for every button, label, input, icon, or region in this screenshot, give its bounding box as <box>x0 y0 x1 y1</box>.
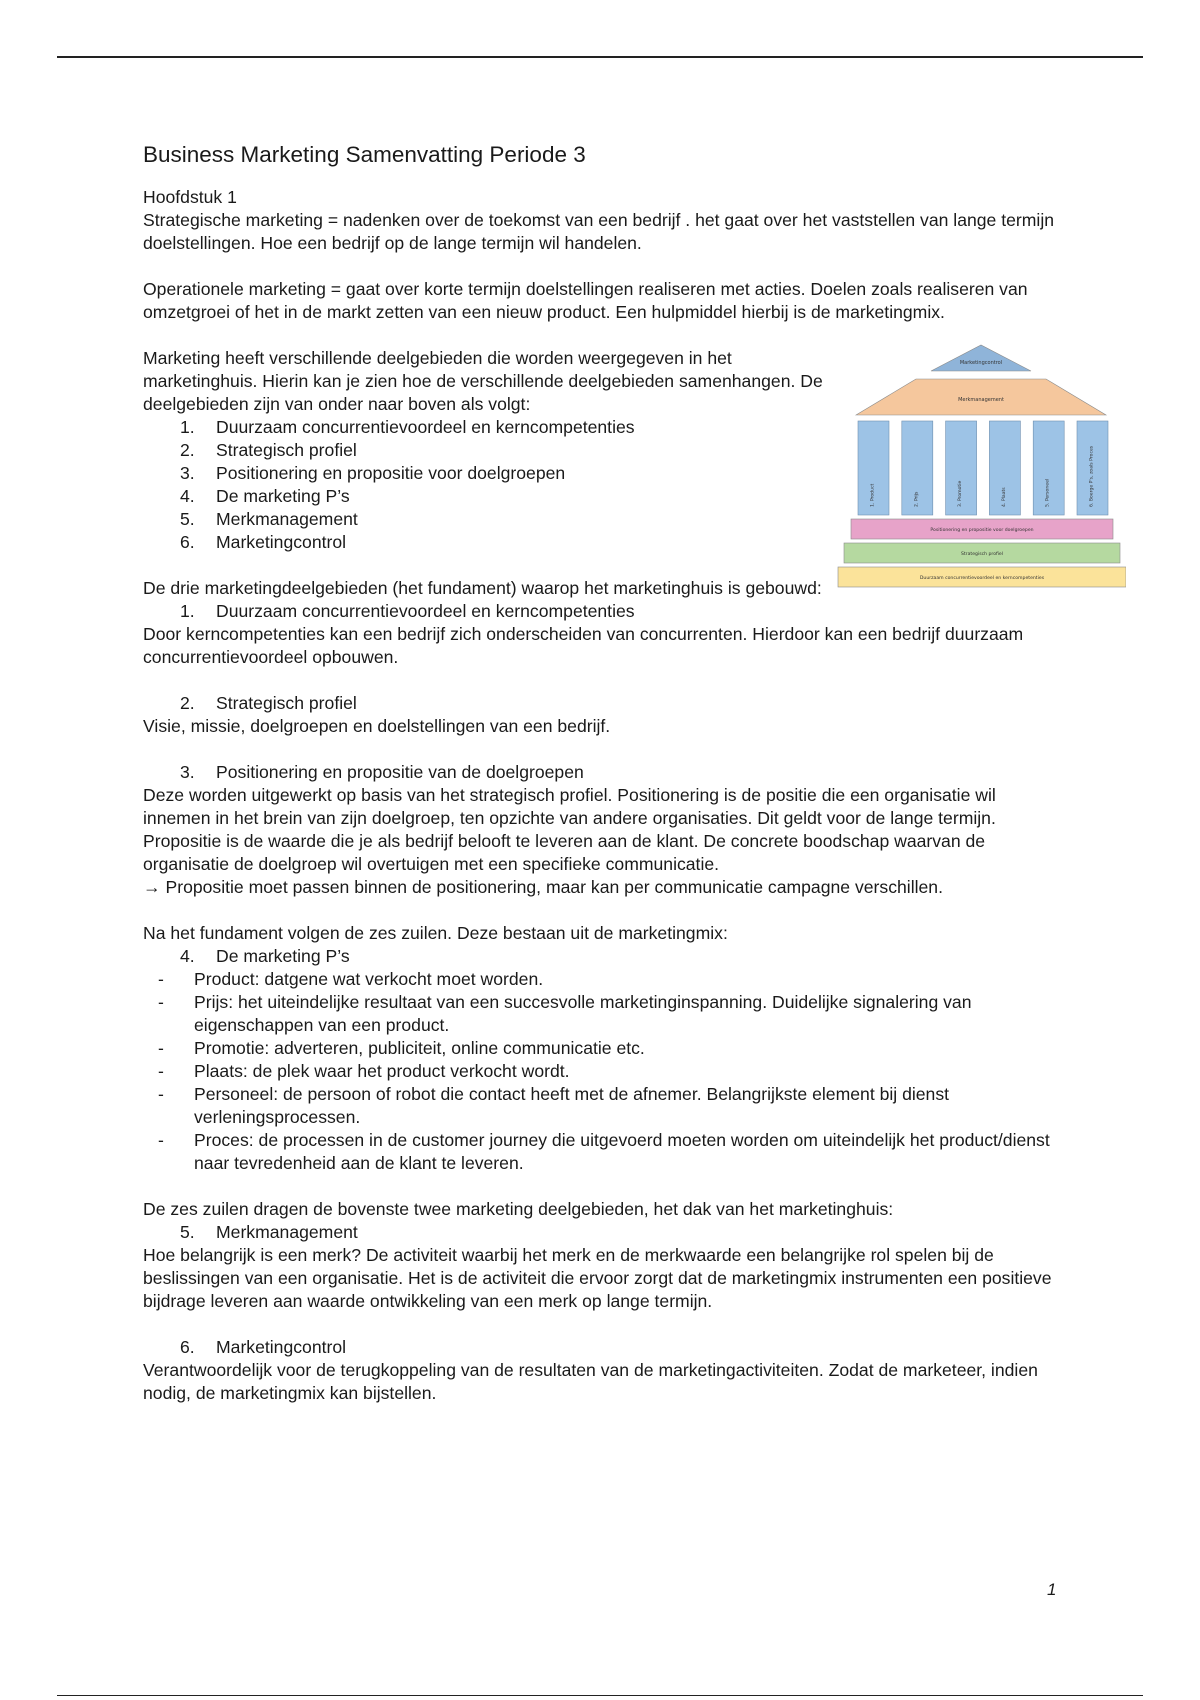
document-title: Business Marketing Samenvatting Periode 3 <box>143 142 586 167</box>
list-item: 6. Marketingcontrol <box>180 532 347 552</box>
page-number: 1 <box>1047 1580 1057 1599</box>
section-heading-5: 5. Merkmanagement <box>180 1222 358 1242</box>
section-heading-6: 6. Marketingcontrol <box>180 1337 347 1357</box>
operational-paragraph: Operationele marketing = gaat over korte termijn doelstellingen realiseren met acties. Doelen zoals realiseren van omzetgroei of het in de markt zetten van een nieuw product. Een hulpmiddel hierbij is de marketingmix. <box>143 279 1028 322</box>
section-heading-4: 4. De marketing P’s <box>180 946 350 966</box>
roof-top-label: Marketingcontrol <box>959 360 1003 366</box>
bottom-rule <box>57 1695 1143 1696</box>
top-rule <box>57 56 1143 58</box>
roof-label: Merkmanagement <box>958 397 1004 403</box>
list-item: 5. Merkmanagement <box>180 509 358 529</box>
list-item: - Prijs: het uiteindelijke resultaat van een succesvolle marketinginspanning. Duidelijke signalering van eigenschappen van een product. <box>158 992 972 1035</box>
pillar-label: 1. Product <box>870 483 876 507</box>
section-heading-3: 3. Positionering en propositie van de doelgroepen <box>180 762 584 782</box>
document-page <box>143 140 1095 1405</box>
marketinghouse-section <box>143 347 1095 581</box>
marketing-p-list <box>143 968 1063 1175</box>
marketinghouse-diagram <box>836 341 1126 606</box>
profile-band-label: Strategisch profiel <box>960 552 1004 557</box>
section-body-5: Hoe belangrijk is een merk? De activiteit waarbij het merk en de merkwaarde een belangrijke rol spelen bij de beslissingen van een organisatie. Het is de activiteit die ervoor zorgt dat de marketingmix instrumenten een positieve bijdrage leveren aan waarde ontwikkeling van een merk op lange termijn. <box>143 1245 1052 1311</box>
list-item: - Plaats: de plek waar het product verkocht wordt. <box>158 1061 570 1081</box>
positioning-band-label: Positionering en propositie voor doelgroepen <box>930 528 1034 533</box>
pillars-group <box>858 421 1108 515</box>
pillar-label: 4. Plaats <box>1001 487 1007 507</box>
section-body-2: Visie, missie, doelgroepen en doelstellingen van een bedrijf. <box>143 716 611 736</box>
list-item: 1. Duurzaam concurrentievoordeel en kerncompetenties <box>180 417 635 437</box>
list-item: - Personeel: de persoon of robot die contact heeft met de afnemer. Belangrijkste element bij dienst verleningsprocessen. <box>158 1084 950 1127</box>
pillar-label: 2. Prijs <box>914 491 920 507</box>
pillar-label: 6. Boerge P's, zoals Proces <box>1089 445 1095 507</box>
fundament-intro: De drie marketingdeelgebieden (het fundament) waarop het marketinghuis is gebouwd: <box>143 578 822 598</box>
list-item: 4. De marketing P’s <box>180 486 350 506</box>
strategic-paragraph: Strategische marketing = nadenken over de toekomst van een bedrijf . het gaat over het vaststellen van lange termijn doelstellingen. Hoe een bedrijf op de lange termijn wil handelen. <box>143 210 1055 253</box>
list-item: - Product: datgene wat verkocht moet worden. <box>158 969 544 989</box>
section-body-1: Door kerncompetenties kan een bedrijf zich onderscheiden van concurrenten. Hierdoor kan een bedrijf duurzaam concurrentievoordeel opbouwen. <box>143 624 1024 667</box>
list-item: - Promotie: adverteren, publiciteit, online communicatie etc. <box>158 1038 645 1058</box>
section-heading-1: 1. Duurzaam concurrentievoordeel en kerncompetenties <box>180 601 635 621</box>
list-item: - Proces: de processen in de customer journey die uitgevoerd moeten worden om uiteindelijk het product/dienst naar tevredenheid aan de klant te leveren. <box>158 1130 1050 1173</box>
section-note-3: → Propositie moet passen binnen de positionering, maar kan per communicatie campagne verschillen. <box>143 877 943 897</box>
pillars-intro: Na het fundament volgen de zes zuilen. Deze bestaan uit de marketingmix: <box>143 923 728 943</box>
chapter-heading: Hoofdstuk 1 <box>143 187 237 207</box>
house-intro-paragraph: Marketing heeft verschillende deelgebieden die worden weergegeven in het marketinghuis. Hierin kan je zien hoe de verschillende deelgebieden samenhangen. De deelgebieden zijn van onder naar boven als volgt: <box>143 348 823 414</box>
section-heading-2: 2. Strategisch profiel <box>180 693 357 713</box>
list-item: 2. Strategisch profiel <box>180 440 357 460</box>
roof-intro: De zes zuilen dragen de bovenste twee marketing deelgebieden, het dak van het marketinghuis: <box>143 1199 894 1219</box>
roof-top-shape <box>931 345 1031 371</box>
section-body-3: Deze worden uitgewerkt op basis van het strategisch profiel. Positionering is de positie die een organisatie wil innemen in het brein van zijn doelgroep, ten opzichte van andere organisaties. Dit geldt voor de lange termijn. Propositie is de waarde die je als bedrijf belooft te leveren aan de klant. De concrete boodschap waarvan de organisatie de doelgroep wil overtuigen met een specifieke communicatie. <box>143 785 996 874</box>
pillar-label: 3. Promotie <box>958 480 964 507</box>
foundation-band-label: Duurzaam concurrentievoordeel en kerncompetenties <box>919 576 1045 581</box>
section-body-6: Verantwoordelijk voor de terugkoppeling van de resultaten van de marketingactiviteiten. Zodat de marketeer, indien nodig, de marketingmix kan bijstellen. <box>143 1360 1038 1403</box>
pillar-label: 5. Personeel <box>1045 478 1051 507</box>
list-item: 3. Positionering en propositie voor doelgroepen <box>180 463 566 483</box>
